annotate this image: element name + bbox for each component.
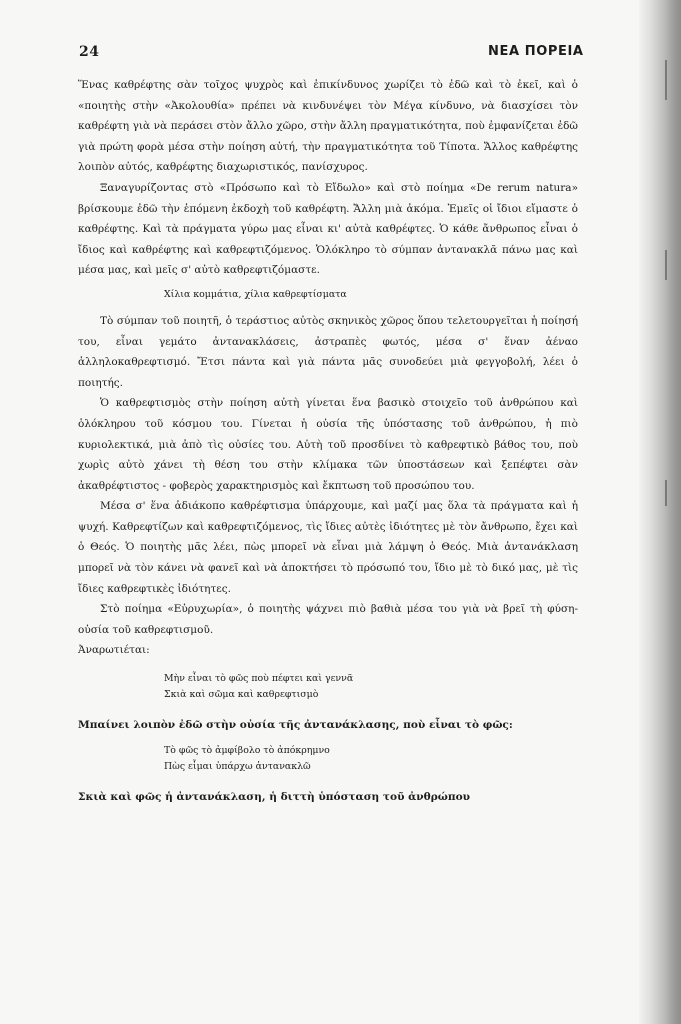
running-title: ΝΕΑ ΠΟΡΕΙΑ — [488, 44, 584, 59]
verse-line: Σκιὰ καὶ σῶμα καὶ καθρεφτισμὸ — [164, 689, 319, 701]
bold-statement: Σκιὰ καὶ φῶς ἡ ἀντανάκλαση, ἡ διττὴ ὑπόσταση τοῦ ἀνθρώπου — [78, 791, 470, 804]
verse-line: Τὸ φῶς τὸ ἀμφίβολο τὸ ἀπόκρημνο — [164, 745, 330, 757]
verse-line: Χίλια κομμάτια, χίλια καθρεφτίσματα — [164, 288, 347, 300]
book-spine-shadow — [639, 0, 681, 1024]
paragraph: Ἀναρωτιέται: — [78, 644, 150, 657]
paragraph: Στὸ ποίημα «Εὐρυχωρία», ὁ ποιητὴς ψάχνει πιὸ βαθιὰ μέσα του γιὰ νὰ βρεῖ τὴ φύση-οὐσία τοῦ καθρεφτισμοῦ. — [78, 603, 578, 636]
spine-mark — [665, 480, 667, 506]
body-text — [78, 75, 578, 807]
paragraph: Ἕνας καθρέφτης σὰν τοῖχος ψυχρὸς καὶ ἐπικίνδυνος χωρίζει τὸ ἐδῶ καὶ τὸ ἐκεῖ, καὶ ὁ «ποιητὴς στὴν «Ἀκολουθία» πρέπει νὰ κινδυνέψει τὸν Μέγα κίνδυνο, νὰ διασχίσει τὸν καθρέφτη γιὰ νὰ περάσει στὸν ἄλλο χῶρο, στὴν ἄλλη πραγματικότητα, ποὺ ἐμφανίζεται ἐδῶ γιὰ πρώτη φορὰ μέσα στὴν ποίηση αὐτή, τὴν πραγματικότητα τοῦ Τίποτα. Ἄλλος καθρέφτης λοιπὸν αὐτός, καθρέφτης διαχωριστικός, πανίσχυρος. — [78, 79, 578, 174]
page-number: 24 — [79, 44, 100, 60]
paragraph: Τὸ σύμπαν τοῦ ποιητῆ, ὁ τεράστιος αὐτὸς σκηνικὸς χῶρος ὅπου τελετουργεῖται ἡ ποίησή του, εἶναι γεμάτο ἀντανακλάσεις, ἀστραπὲς φωτός, μέσα σ' ἕναν ἀέναο ἀλληλοκαθρεφτισμό. Ἔτσι πάντα καὶ γιὰ πάντα μᾶς συνοδεύει μιὰ φεγγοβολή, λέει ὁ ποιητής. — [78, 314, 578, 389]
paragraph: Ξαναγυρίζοντας στὸ «Πρόσωπο καὶ τὸ Εἴδωλο» καὶ στὸ ποίημα «De rerum natura» βρίσκουμε ἐδῶ τὴν ἑπόμενη ἐκδοχὴ τοῦ καθρέφτη. Ἄλλη μιὰ ἀκόμα. Ἐμεῖς οἱ ἴδιοι εἴμαστε ὁ καθρέφτης. Καὶ τὰ πράγματα γύρω μας εἶναι κι' αὐτὰ καθρέφτες. Ὁ κάθε ἄνθρωπος εἶναι ὁ ἴδιος καὶ καθρέφτης καὶ καθρεφτιζόμενος. Ὁλόκληρο τὸ σύμπαν ἀντανακλᾶ πάνω μας καὶ μέσα μας, καὶ μεῖς σ' αὐτὸ καθρεφτιζόμαστε. — [78, 181, 578, 277]
spine-mark — [665, 60, 667, 100]
verse-quote — [164, 287, 578, 303]
verse-line: Πὼς εἶμαι ὑπάρχω ἀντανακλῶ — [164, 761, 311, 773]
paragraph: Ὁ καθρεφτισμὸς στὴν ποίηση αὐτὴ γίνεται ἕνα βασικὸ στοιχεῖο τοῦ ἀνθρώπου καὶ ὁλόκληρου τοῦ κόσμου του. Γίνεται ἡ οὐσία τῆς ὑπόστασης τοῦ ἀνθρώπου, ἡ πιὸ κυριολεκτικά, μιὰ ἀπὸ τὶς οὐσίες του. Αὐτὴ τοῦ προσδίνει τὸ καθρεφτικὸ βάθος του, ποὺ χωρὶς αὐτὸ χάνει τὴ θέση του στὴν κλίμακα τῶν ὑποστάσεων καὶ ξεπέφτει σὰν ἀκαθρέφτιστος - φοβερὸς χαρακτηρισμὸς καὶ ἔκπτωση τοῦ προσώπου του. — [78, 397, 578, 492]
bold-statement: Μπαίνει λοιπὸν ἐδῶ στὴν οὐσία τῆς ἀντανάκλασης, ποὺ εἶναι τὸ φῶς: — [78, 719, 513, 732]
verse-quote — [164, 671, 578, 703]
verse-line: Μὴν εἶναι τὸ φῶς ποὺ πέφτει καὶ γεννᾶ — [164, 673, 354, 685]
spine-mark — [665, 250, 667, 280]
paragraph: Μέσα σ' ἕνα ἀδιάκοπο καθρέφτισμα ὑπάρχουμε, καὶ μαζί μας ὅλα τὰ πράγματα καὶ ἡ ψυχή. Καθρεφτίζων καὶ καθρεφτιζόμενος, τὶς ἴδιες αὐτὲς ἰδιότητες μὲ τὸν ἄνθρωπο, ἔχει καὶ ὁ Θεός. Ὁ ποιητὴς μᾶς λέει, πὼς μπορεῖ νὰ εἶναι μιὰ λάμψη ὁ Θεός. Μιὰ ἀντανάκλαση μπορεῖ νὰ τὸν κάνει νὰ φανεῖ καὶ νὰ ἀποκτήσει τὸ πρόσωπό του, ἴδιο μὲ τὸ δικό μας, μὲ τὶς ἴδιες καθρεφτικὲς ἰδιότητες. — [78, 500, 578, 595]
verse-quote — [164, 743, 578, 775]
